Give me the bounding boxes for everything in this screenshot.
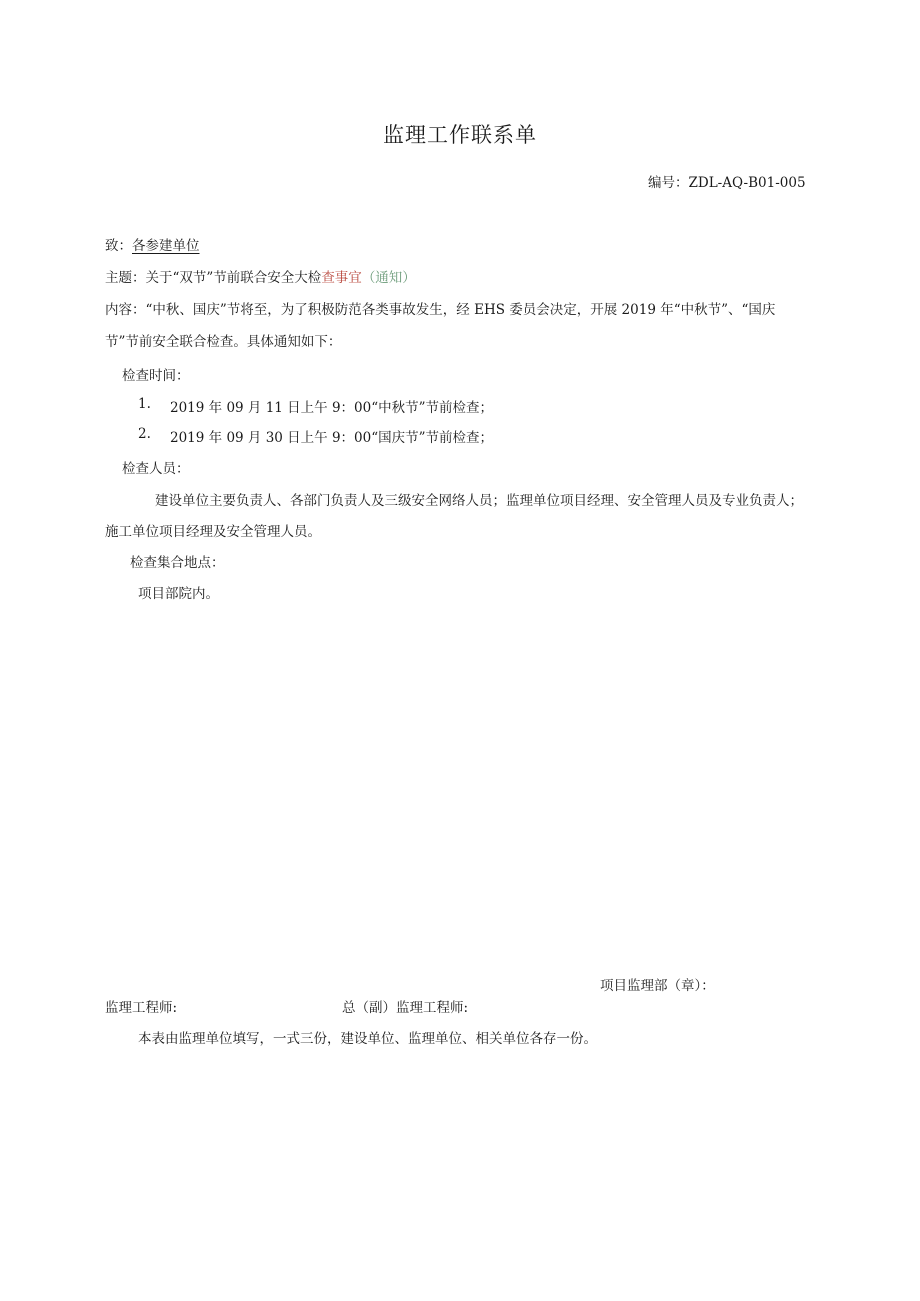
page-title: 监理工作联系单 bbox=[383, 123, 537, 147]
subject-main: 关于“双节”节前联合安全大检 bbox=[145, 270, 322, 286]
place-value: 项目部院内。 bbox=[138, 586, 219, 602]
engineer-signature-label: 监理工程师: bbox=[105, 1000, 178, 1016]
place-heading: 检查集合地点： bbox=[130, 555, 225, 571]
recipient-value: 各参建单位 bbox=[132, 238, 200, 254]
serial-number bbox=[648, 171, 806, 191]
content-line-1: 内容：“中秋、国庆”节将至，为了积极防范各类事故发生，经 EHS 委员会决定，开展 2019 年“中秋节”、“国庆 bbox=[105, 302, 776, 318]
chief-engineer-signature-label: 总（副）监理工程师: bbox=[342, 1000, 469, 1016]
subject-red-text: 查事宜 bbox=[321, 270, 362, 286]
subject-label: 主题： bbox=[105, 270, 146, 286]
people-line-1: 建设单位主要负责人、各部门负责人及三级安全网络人员；监理单位项目经理、安全管理人员及专业负责人； bbox=[155, 493, 803, 509]
serial-label: 编号： bbox=[648, 175, 689, 191]
people-heading: 检查人员： bbox=[122, 461, 190, 477]
content-line-2: 节”节前安全联合检查。具体通知如下： bbox=[105, 334, 342, 350]
time-item-2-num: 2. bbox=[138, 426, 151, 442]
recipient-label: 致： bbox=[105, 238, 132, 254]
stamp-label: 项目监理部（章）： bbox=[600, 978, 715, 994]
time-item-1-text: 2019 年 09 月 11 日上午 9：00“中秋节”节前检查； bbox=[170, 400, 494, 416]
subject-line bbox=[105, 266, 416, 286]
recipient-line bbox=[105, 234, 200, 254]
subject-green-text: （通知） bbox=[361, 270, 416, 286]
people-line-2: 施工单位项目经理及安全管理人员。 bbox=[105, 524, 321, 540]
time-item-1-num: 1. bbox=[138, 396, 151, 412]
footnote: 本表由监理单位填写，一式三份，建设单位、监理单位、相关单位各存一份。 bbox=[138, 1031, 597, 1047]
serial-value: ZDL-AQ-B01-005 bbox=[688, 175, 806, 191]
time-heading: 检查时间： bbox=[122, 368, 190, 384]
time-item-2-text: 2019 年 09 月 30 日上午 9：00“国庆节”节前检查； bbox=[170, 430, 494, 446]
